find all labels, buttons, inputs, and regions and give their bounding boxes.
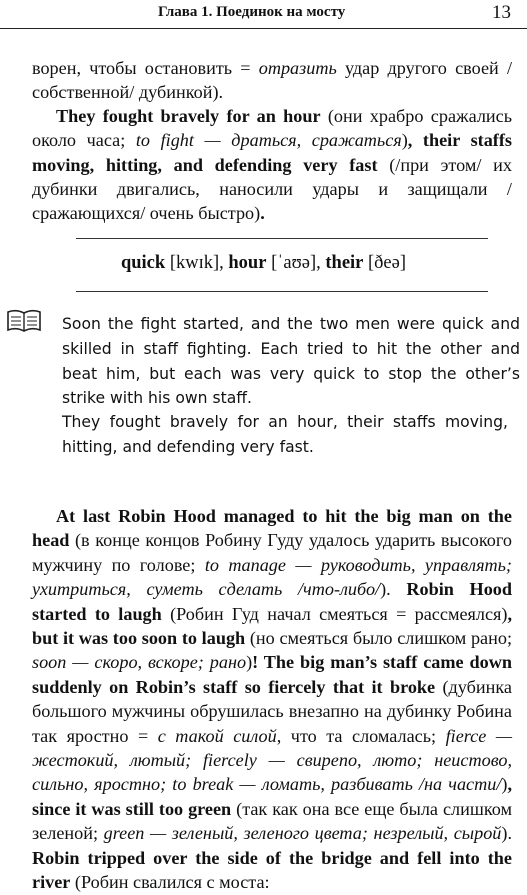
bold-text: . (260, 203, 265, 224)
paragraph-annotated (32, 104, 512, 225)
chapter-title: Глава 1. Поединок на мосту (158, 4, 346, 20)
pronunciation-line (0, 253, 527, 274)
vocab-bottom-rule (76, 291, 488, 292)
text: (Робин свалился с моста: (70, 872, 270, 893)
vocab-word: their (325, 253, 364, 273)
vocab-word: quick (120, 253, 166, 273)
bold-text: ! The big man’s staff came down suddenly on Robin’s staff so fiercely that it broke (32, 652, 512, 697)
text: ) (401, 130, 408, 151)
text: удар другого своей /собственной/ дубинкой). (32, 58, 513, 103)
text: (Робин Гуд начал смеяться = рассмеялся) (161, 603, 508, 624)
italic-text: to manage — руководить, управлять; ухитриться, суметь сделать /что-либо/ (32, 554, 512, 600)
transcription: [ˈaʊə], (266, 253, 326, 273)
english-paragraph-2: They fought bravely for an hour, their staffs moving, hitting, and defending very fast. (62, 413, 508, 456)
text: ). (501, 823, 512, 844)
vocab-word: hour (228, 253, 267, 273)
text: (дубинка большого мужчины обрушилась внезапно на дубинку Робина так яростно = (32, 676, 512, 746)
italic-text: green — зеленый, зеленого цвета; незрелый, сырой (103, 823, 502, 844)
paragraph-translation-continued (32, 56, 512, 105)
text: (они храбро сражались около часа; (32, 106, 513, 151)
open-book-icon (6, 309, 42, 333)
transcription: [ðeə] (363, 253, 407, 273)
bold-text: They fought bravely for an hour (56, 106, 321, 126)
text: ворен, чтобы остановить = (32, 58, 259, 78)
bold-text: , but it was too soon to laugh (32, 603, 513, 649)
italic-text: soon — скоро, вскоре; рано (32, 652, 247, 673)
header-divider (0, 28, 527, 29)
text: ). (380, 579, 407, 600)
vocab-top-rule (76, 238, 488, 239)
italic-text: отразить (258, 58, 337, 78)
page-header (0, 0, 527, 30)
paragraph-annotated-2 (32, 504, 512, 895)
bold-text: Robin Hood started to laugh (32, 579, 513, 624)
transcription: [kwɪk], (165, 253, 229, 273)
page-number: 13 (492, 2, 511, 23)
bold-text: , since it was still too green (32, 774, 512, 819)
bold-text: , their staffs moving, hitting, and defending very fast (32, 130, 512, 175)
bold-text: Robin tripped over the side of the bridge and fell into the river (32, 847, 512, 893)
italic-text: fierce — жестокий, лютый; fiercely — свирепо, люто; неистово, сильно, яростно; to break — ломать, разбивать /на части/ (32, 725, 512, 795)
english-paragraph-1: Soon the fight started, and the two men were quick and skilled in staff fighting. Each tried to hit the other and beat him, but each was very quick to stop the other’s strike with his own staff. (62, 315, 520, 408)
text: (так как она все еще была слишком зеленой; (32, 798, 512, 844)
text: , что та сломалась; (276, 725, 446, 746)
text: (в конце концов Робину Гуду удалось ударить высокого мужчину по голове; (32, 530, 512, 575)
italic-text: to fight — драться, сражаться (135, 130, 402, 151)
italic-text: с такой силой (157, 725, 277, 746)
text: (/при этом/ их дубинки двигались, наносили удары и защищали /сражающихся/ очень быстро) (32, 154, 512, 224)
bold-text: At last Robin Hood managed to hit the big man on the head (32, 506, 512, 551)
text: (но смеяться было слишком рано; (245, 628, 513, 649)
text: ) (246, 652, 253, 673)
text: ) (501, 774, 508, 795)
